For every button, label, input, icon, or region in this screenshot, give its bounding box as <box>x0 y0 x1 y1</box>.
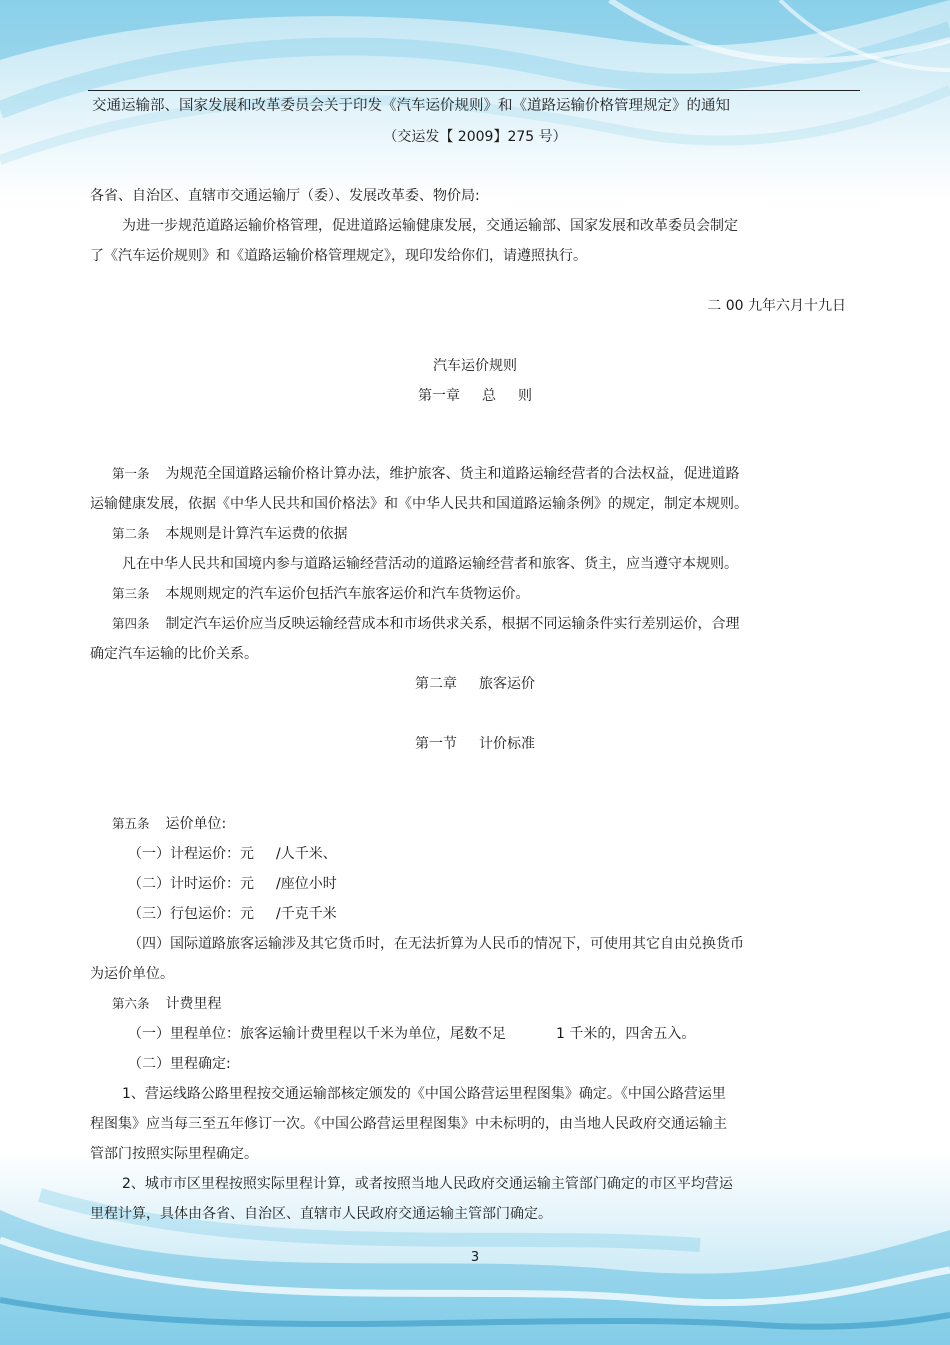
article-text: 凡在中华人民共和国境内参与道路运输经营活动的道路运输经营者和旅客、货主，应当遵守本规则。 <box>122 556 738 572</box>
notice-title: 交通运输部、国家发展和改革委员会关于印发《汽车运价规则》和《道路运输价格管理规定》的通知 <box>92 98 730 114</box>
section-name: 计价标准 <box>479 736 535 752</box>
paragraph-line: 程图集》应当每三至五年修订一次。《中国公路营运里程图集》中未标明的，由当地人民政府交通运输主 <box>90 1116 727 1132</box>
article-text: 为规范全国道路运输价格计算办法，维护旅客、货主和道路运输经营者的合法权益，促进道路 <box>165 466 740 482</box>
article-2 <box>112 524 348 544</box>
chapter-number: 第二章 <box>415 676 457 692</box>
article-text: 为运价单位。 <box>90 966 174 982</box>
section-heading <box>0 734 950 754</box>
article-label: 第二条 <box>112 526 150 541</box>
article-label: 第三条 <box>112 586 150 601</box>
article-label: 第一条 <box>112 466 150 481</box>
list-item: （一）计程运价：元 /人千米、 <box>128 846 337 862</box>
chapter-name: 则 <box>518 388 532 404</box>
doc-number: （交运发【 2009】275 号） <box>383 129 567 145</box>
section-number: 第一节 <box>415 736 457 752</box>
notice-date: 二 00 九年六月十九日 <box>707 298 846 314</box>
article-1 <box>112 464 740 484</box>
list-item: （二）里程确定: <box>128 1056 231 1072</box>
list-item: （四）国际道路旅客运输涉及其它货币时，在无法折算为人民币的情况下，可使用其它自由兑换货币 <box>128 936 744 952</box>
list-item: （一）里程单位：旅客运输计费里程以千米为单位，尾数不足 1 千米的，四舍五入。 <box>128 1026 696 1042</box>
article-text: 计费里程 <box>165 996 222 1012</box>
article-text: 制定汽车运价应当反映运输经营成本和市场供求关系，根据不同运输条件实行差别运价，合理 <box>165 616 740 632</box>
paragraph-line: 1、营运线路公路里程按交通运输部核定颁发的《中国公路营运里程图集》确定。《中国公路营运里 <box>122 1086 726 1102</box>
article-label: 第四条 <box>112 616 150 631</box>
chapter-name: 总 <box>482 388 496 404</box>
article-label: 第五条 <box>112 816 150 831</box>
paragraph-line: 管部门按照实际里程确定。 <box>90 1146 258 1162</box>
article-text: 本规则是计算汽车运费的依据 <box>165 526 348 542</box>
article-4 <box>112 614 740 634</box>
header-rule <box>88 90 860 91</box>
notice-body-line: 为进一步规范道路运输价格管理，促进道路运输健康发展，交通运输部、国家发展和改革委员会制定 <box>122 218 738 234</box>
chapter-heading <box>0 386 950 406</box>
paragraph-line: 里程计算，具体由各省、自治区、直辖市人民政府交通运输主管部门确定。 <box>90 1206 552 1222</box>
paragraph-line: 2、城市市区里程按照实际里程计算，或者按照当地人民政府交通运输主管部门确定的市区平均营运 <box>122 1176 733 1192</box>
article-label: 第六条 <box>112 996 150 1011</box>
article-text: 运输健康发展，依据《中华人民共和国价格法》和《中华人民共和国道路运输条例》的规定，制定本规则。 <box>90 496 748 512</box>
notice-body-line: 了《汽车运价规则》和《道路运输价格管理规定》，现印发给你们，请遵照执行。 <box>90 248 587 264</box>
list-item: （三）行包运价：元 /千克千米 <box>128 906 337 922</box>
article-text: 本规则规定的汽车运价包括汽车旅客运价和汽车货物运价。 <box>165 586 530 602</box>
chapter-name: 旅客运价 <box>479 676 535 692</box>
page-number: 3 <box>470 1250 480 1265</box>
article-5 <box>112 814 226 834</box>
article-text: 运价单位: <box>165 816 227 832</box>
article-6 <box>112 994 222 1014</box>
article-3 <box>112 584 530 604</box>
list-item: （二）计时运价：元 /座位小时 <box>128 876 337 892</box>
chapter-heading <box>0 674 950 694</box>
rules-title: 汽车运价规则 <box>433 358 517 374</box>
article-text: 确定汽车运输的比价关系。 <box>90 646 258 662</box>
chapter-number: 第一章 <box>418 388 460 404</box>
addressee: 各省、自治区、直辖市交通运输厅（委）、发展改革委、物价局: <box>90 188 480 204</box>
